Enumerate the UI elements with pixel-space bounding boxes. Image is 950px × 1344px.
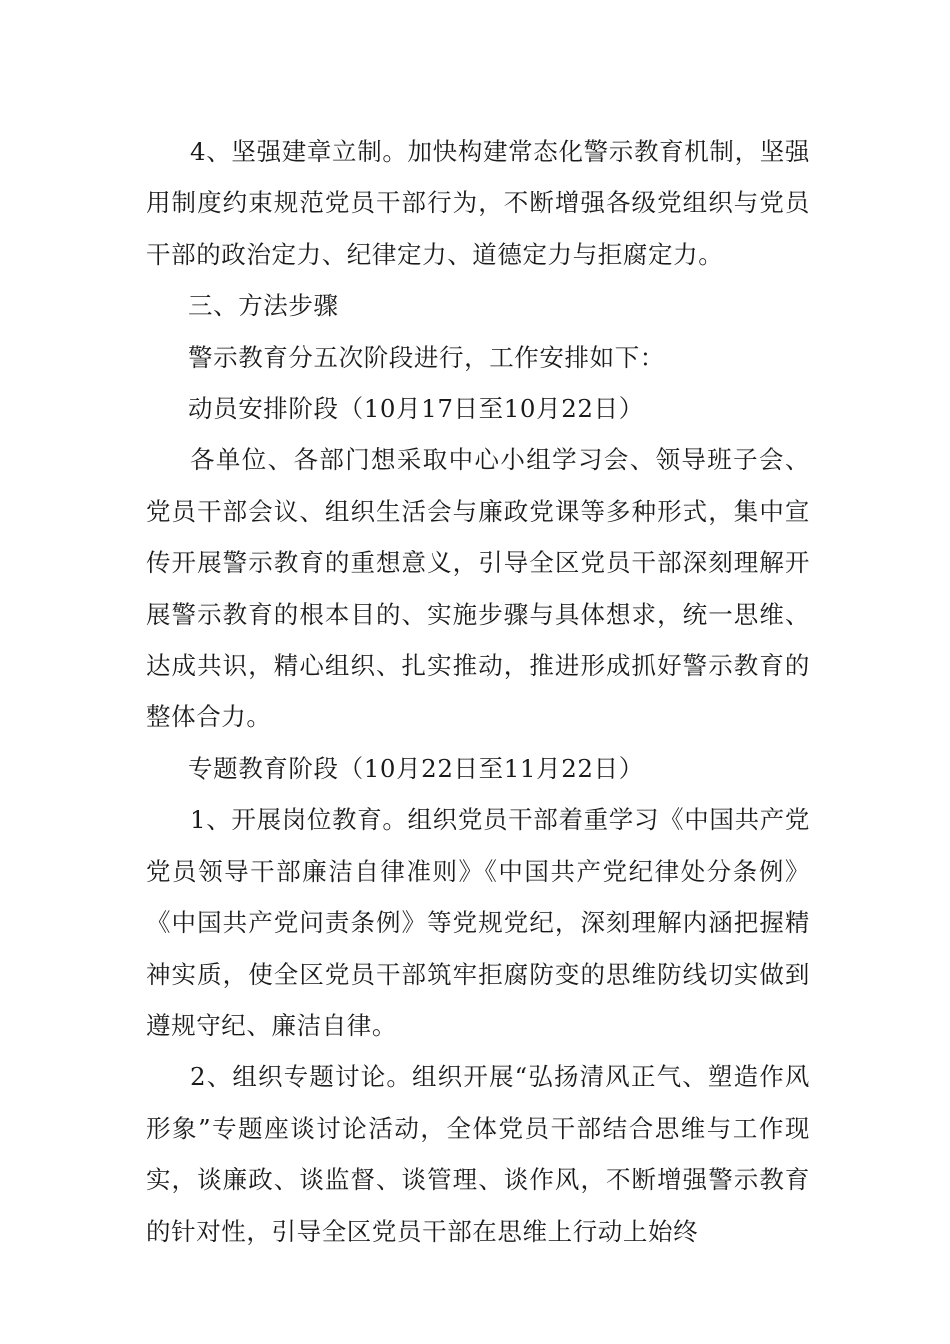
- document-body: [146, 126, 810, 1257]
- section-heading-methods: 三、方法步骤: [188, 291, 339, 321]
- stage-heading-special-education: 专题教育阶段（10月22日至11月22日）: [188, 753, 644, 783]
- paragraph-mobilization: 各单位、各部门想采取中心小组学习会、领导班子会、党员干部会议、组织生活会与廉政党课等多种形式，集中宣传开展警示教育的重想意义，引导全区党员干部深刻理解开展警示教育的根本目的、实施步骤与具体想求，统一思维、达成共识，精心组织、扎实推动，推进形成抓好警示教育的整体合力。: [146, 445, 810, 732]
- stage-heading-mobilization: 动员安排阶段（10月17日至10月22日）: [188, 394, 644, 424]
- paragraph-stage-overview: 警示教育分五次阶段进行，工作安排如下：: [188, 342, 665, 372]
- paragraph-building-system: 4、坚强建章立制。加快构建常态化警示教育机制，坚强用制度约束规范党员干部行为，不断增强各级党组织与党员干部的政治定力、纪律定力、道德定力与拒腐定力。: [146, 137, 810, 269]
- paragraph-post-education: 1、开展岗位教育。组织党员干部着重学习《中国共产党党员领导干部廉洁自律准则》《中国共产党纪律处分条例》《中国共产党问责条例》等党规党纪，深刻理解内涵把握精神实质，使全区党员干部筑牢拒腐防变的思维防线切实做到遵规守纪、廉洁自律。: [146, 805, 810, 1040]
- paragraph-special-discussion: 2、组织专题讨论。组织开展“弘扬清风正气、塑造作风形象”专题座谈讨论活动，全体党员干部结合思维与工作现实，谈廉政、谈监督、谈管理、谈作风，不断增强警示教育的针对性，引导全区党员干部在思维上行动上始终: [146, 1062, 810, 1246]
